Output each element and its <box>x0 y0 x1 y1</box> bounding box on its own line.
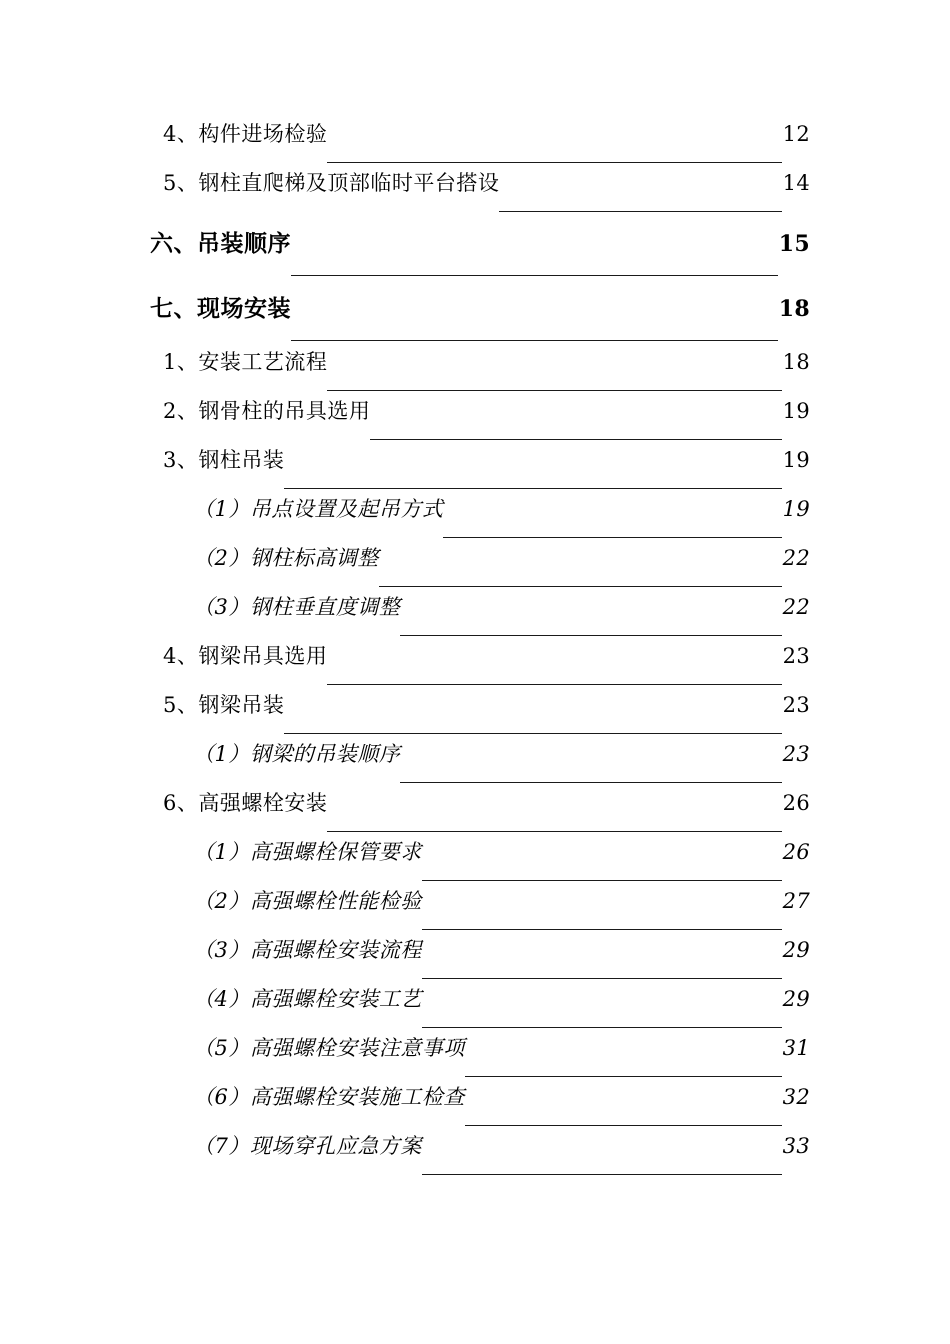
toc-entry-title: （3）钢柱垂直度调整 <box>193 595 401 619</box>
toc-entry-page-number: 18 <box>778 296 810 322</box>
toc-entry[interactable] <box>0 493 950 542</box>
toc-leader-line <box>422 885 782 934</box>
toc-entry[interactable] <box>0 787 950 836</box>
toc-entry[interactable] <box>0 225 950 281</box>
toc-entry[interactable] <box>0 738 950 787</box>
toc-entry-page-number: 26 <box>782 840 810 864</box>
toc-entry-page-number: 22 <box>782 546 810 570</box>
toc-entry[interactable] <box>0 689 950 738</box>
toc-entry-title: （6）高强螺栓安装施工检查 <box>193 1085 465 1109</box>
toc-leader-line <box>400 591 781 640</box>
toc-entry-page-number: 32 <box>782 1085 810 1109</box>
toc-entry[interactable] <box>0 542 950 591</box>
toc-entry-page-number: 19 <box>782 497 810 521</box>
toc-leader-line <box>443 493 781 542</box>
toc-leader-line <box>291 225 778 281</box>
toc-entry-title: （1）钢梁的吊装顺序 <box>193 742 401 766</box>
toc-entry-title: （5）高强螺栓安装注意事项 <box>193 1036 465 1060</box>
toc-entry[interactable] <box>0 346 950 395</box>
toc-entry[interactable] <box>0 1130 950 1179</box>
toc-entry[interactable] <box>0 118 950 167</box>
toc-entry-title: 4、钢梁吊具选用 <box>163 644 328 668</box>
toc-entry-page-number: 19 <box>782 448 810 472</box>
toc-leader-line <box>422 1130 782 1179</box>
toc-entry-title: （2）高强螺栓性能检验 <box>193 889 422 913</box>
toc-entry[interactable] <box>0 1032 950 1081</box>
toc-entry-title: 5、钢柱直爬梯及顶部临时平台搭设 <box>163 171 500 195</box>
toc-leader-line <box>422 836 782 885</box>
toc-entry-title: （1）吊点设置及起吊方式 <box>193 497 444 521</box>
toc-entry-page-number: 14 <box>782 171 810 195</box>
toc-entry-title: （4）高强螺栓安装工艺 <box>193 987 422 1011</box>
toc-entry[interactable] <box>0 1081 950 1130</box>
toc-entry[interactable] <box>0 934 950 983</box>
toc-entry-title: 六、吊装顺序 <box>150 230 291 257</box>
toc-entry-title: 2、钢骨柱的吊具选用 <box>163 399 371 423</box>
toc-entry-page-number: 19 <box>782 399 810 423</box>
toc-entry-page-number: 27 <box>782 889 810 913</box>
toc-entry-page-number: 29 <box>782 987 810 1011</box>
toc-leader-line <box>499 167 781 216</box>
toc-entry[interactable] <box>0 395 950 444</box>
toc-leader-line <box>379 542 782 591</box>
toc-entry-title: （1）高强螺栓保管要求 <box>193 840 422 864</box>
toc-leader-line <box>284 444 781 493</box>
toc-entry-title: 5、钢梁吊装 <box>163 693 285 717</box>
toc-entry[interactable] <box>0 983 950 1032</box>
toc-entry-page-number: 31 <box>782 1036 810 1060</box>
toc-entry-page-number: 33 <box>782 1134 810 1158</box>
toc-entry-title: （7）现场穿孔应急方案 <box>193 1134 422 1158</box>
toc-entry[interactable] <box>0 836 950 885</box>
toc-entry-title: 4、构件进场检验 <box>163 122 328 146</box>
toc-leader-line <box>327 118 781 167</box>
toc-leader-line <box>327 640 781 689</box>
toc-leader-line <box>465 1032 782 1081</box>
toc-entry-title: 七、现场安装 <box>150 295 291 322</box>
toc-entry-page-number: 12 <box>782 122 810 146</box>
toc-leader-line <box>422 983 782 1032</box>
toc-leader-line <box>291 290 778 346</box>
toc-leader-line <box>284 689 781 738</box>
toc-entry-page-number: 22 <box>782 595 810 619</box>
toc-entry-page-number: 23 <box>782 644 810 668</box>
toc-entry-title: （3）高强螺栓安装流程 <box>193 938 422 962</box>
toc-entry-page-number: 26 <box>782 791 810 815</box>
toc-entry-title: 1、安装工艺流程 <box>163 350 328 374</box>
toc-entry[interactable] <box>0 885 950 934</box>
table-of-contents <box>0 118 950 1179</box>
toc-entry-title: （2）钢柱标高调整 <box>193 546 379 570</box>
toc-entry-title: 3、钢柱吊装 <box>163 448 285 472</box>
toc-entry-page-number: 23 <box>782 742 810 766</box>
toc-leader-line <box>400 738 781 787</box>
toc-leader-line <box>327 787 781 836</box>
toc-entry-page-number: 23 <box>782 693 810 717</box>
toc-entry[interactable] <box>0 640 950 689</box>
toc-entry-page-number: 18 <box>782 350 810 374</box>
toc-leader-line <box>465 1081 782 1130</box>
toc-entry-page-number: 29 <box>782 938 810 962</box>
toc-leader-line <box>370 395 781 444</box>
toc-entry-page-number: 15 <box>778 231 810 257</box>
toc-entry[interactable] <box>0 290 950 346</box>
toc-entry[interactable] <box>0 591 950 640</box>
toc-entry[interactable] <box>0 167 950 216</box>
toc-entry-title: 6、高强螺栓安装 <box>163 791 328 815</box>
toc-leader-line <box>422 934 782 983</box>
toc-entry[interactable] <box>0 444 950 493</box>
toc-leader-line <box>327 346 781 395</box>
